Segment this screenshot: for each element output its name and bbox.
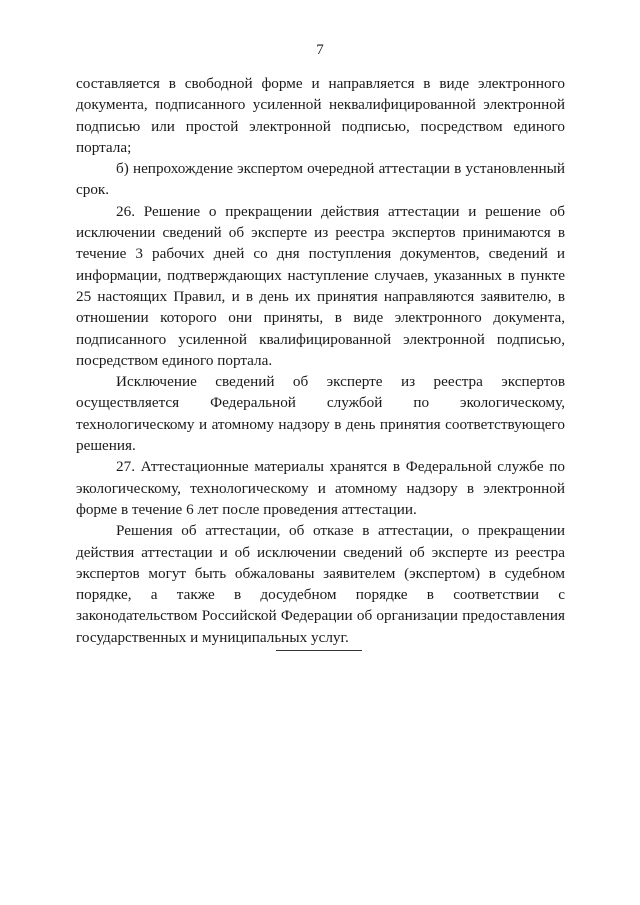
page-number: 7 [316,42,324,58]
document-body [76,73,565,648]
paragraph-continuation: составляется в свободной форме и направляется в виде электронного документа, подписанного усиленной неквалифицированной электронной подписью или простой электронной подписью, посредством единого портала; [76,75,565,156]
paragraph-appeal: Решения об аттестации, об отказе в аттестации, о прекращении действия аттестации и об исключении сведений об эксперте из реестра экспертов могут быть обжалованы заявителем (экспертом) в судебном порядке, а также в досудебном порядке в соответствии с законодательством Российской Федерации об организации предоставления государственных и муниципальных услуг. [76,522,565,646]
paragraph-26: 26. Решение о прекращении действия аттестации и решение об исключении сведений об эксперте из реестра экспертов принимаются в течение 3 рабочих дней со дня поступления документов, сведений и информации, подтверждающих наступление случаев, указанных в пункте 25 настоящих Правил, и в день их принятия направляются заявителю, в отношении которого они приняты, в виде электронного документа, подписанного усиленной квалифицированной электронной подписью, посредством единого портала. [76,202,565,369]
end-of-document-rule [276,650,362,651]
paragraph-27: 27. Аттестационные материалы хранятся в Федеральной службе по экологическому, технологическому и атомному надзору в электронной форме в течение 6 лет после проведения аттестации. [76,458,565,518]
paragraph-registry-exclusion: Исключение сведений об эксперте из реестра экспертов осуществляется Федеральной службой по экологическому, технологическому и атомному надзору в день принятия соответствующего решения. [76,373,565,455]
paragraph-item-b: б) непрохождение экспертом очередной аттестации в установленный срок. [76,160,565,199]
